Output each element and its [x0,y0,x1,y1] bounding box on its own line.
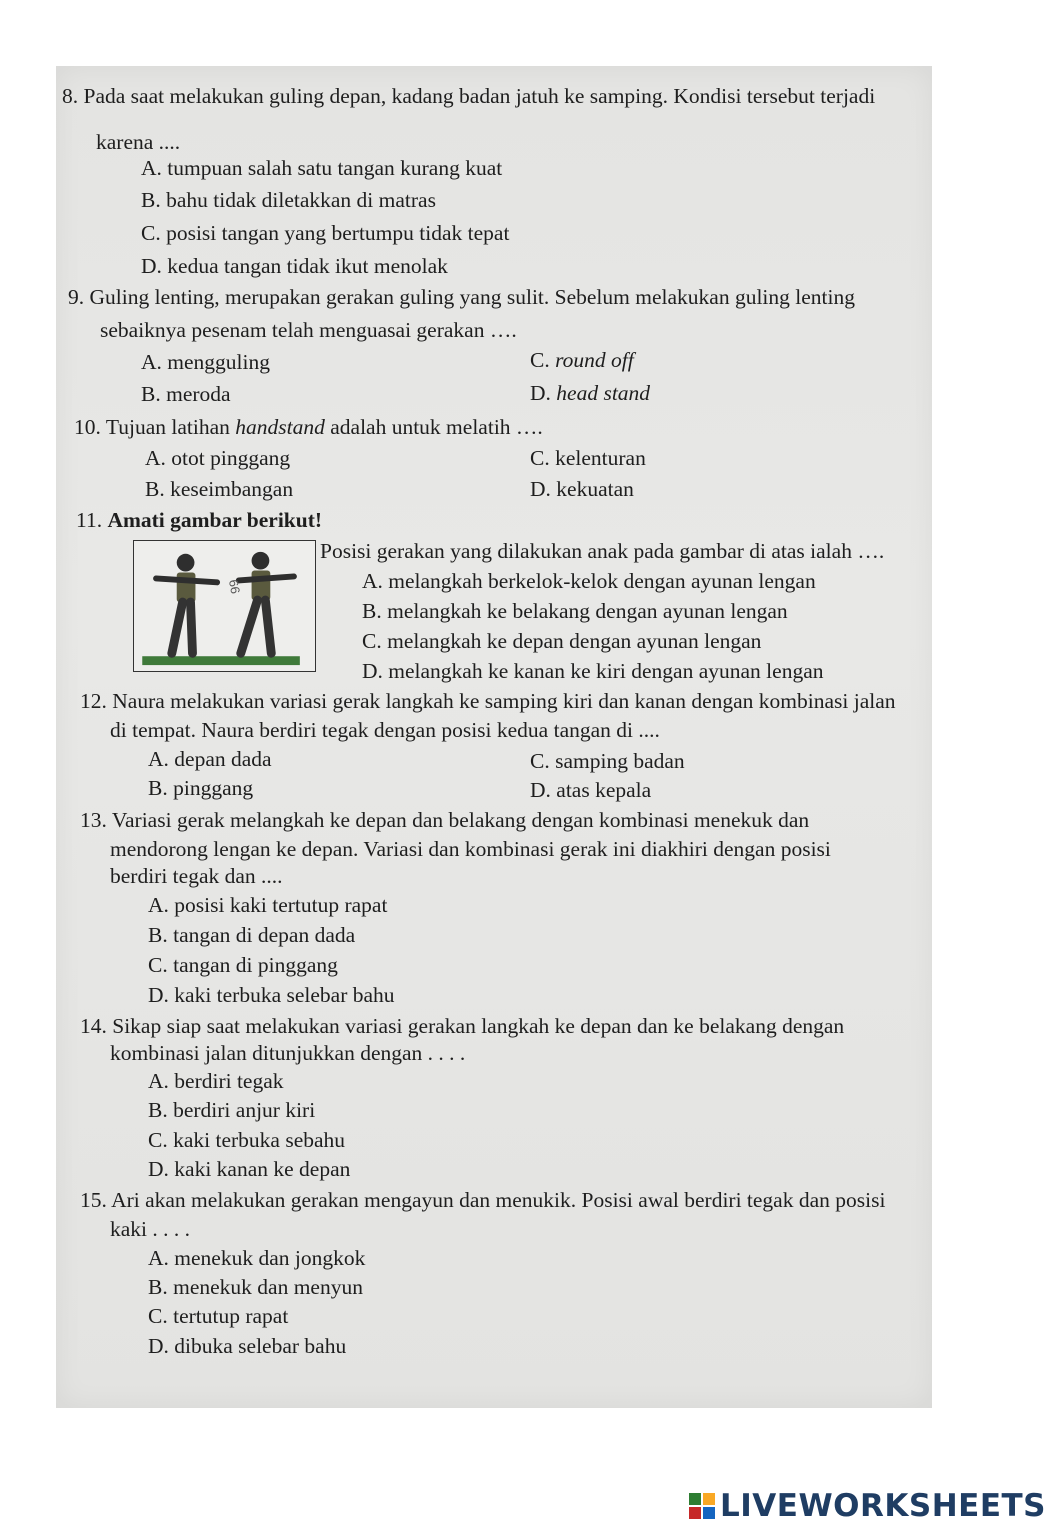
question-8-option-d: D. kedua tangan tidak ikut menolak [141,254,448,278]
question-15-text: 15. Ari akan melakukan gerakan mengayun dan menukik. Posisi awal berdiri tegak dan posisi [80,1188,886,1212]
question-11-option-b: B. melangkah ke belakang dengan ayunan lengan [362,599,788,623]
logo-square-3 [689,1507,701,1519]
question-10-option-d: D. kekuatan [530,477,634,501]
question-13-text-cont: mendorong lengan ke depan. Variasi dan kombinasi gerak ini diakhiri dengan posisi [110,837,831,861]
logo-square-4 [703,1507,715,1519]
question-11-heading: 11. Amati gambar berikut! [76,508,323,532]
question-9-text-cont: sebaiknya pesenam telah menguasai gerakan …. [100,318,517,342]
question-8-option-a: A. tumpuan salah satu tangan kurang kuat [141,156,503,180]
question-12-option-a: A. depan dada [148,747,272,771]
question-15-option-b: B. menekuk dan menyun [148,1275,363,1299]
liveworksheets-wordmark: LIVEWORKSHEETS [720,1488,1046,1524]
question-14-option-a: A. berdiri tegak [148,1069,284,1093]
question-8-option-b: B. bahu tidak diletakkan di matras [141,188,436,212]
liveworksheets-logo-icon [688,1492,716,1520]
question-13-option-c: C. tangan di pinggang [148,953,338,977]
question-9-option-a: A. mengguling [141,350,270,374]
question-8-text-cont: karena .... [96,130,181,154]
liveworksheets-logo[interactable] [688,1488,1046,1524]
question-13-text-cont-2: berdiri tegak dan .... [110,864,283,888]
question-12-option-c: C. samping badan [530,749,685,773]
question-10-option-c: C. kelenturan [530,446,646,470]
question-10-option-b: B. keseimbangan [145,477,294,501]
question-12-text-cont: di tempat. Naura berdiri tegak dengan posisi kedua tangan di .... [110,718,660,742]
question-9-option-c: C. round off [530,348,634,372]
question-13-option-d: D. kaki terbuka selebar bahu [148,983,395,1007]
question-11-option-a: A. melangkah berkelok-kelok dengan ayunan lengan [362,569,816,593]
logo-square-1 [689,1493,701,1505]
question-11-text: Posisi gerakan yang dilakukan anak pada gambar di atas ialah …. [320,539,885,563]
question-11-option-d: D. melangkah ke kanan ke kiri dengan ayunan lengan [362,659,824,683]
question-15-option-a: A. menekuk dan jongkok [148,1246,366,1270]
figure-numerals: 66 [225,578,244,595]
question-9-option-b: B. meroda [141,382,231,406]
question-8-text: 8. Pada saat melakukan guling depan, kadang badan jatuh ke samping. Kondisi tersebut terjadi [62,84,876,108]
question-15-option-c: C. tertutup rapat [148,1304,289,1328]
question-14-text: 14. Sikap siap saat melakukan variasi gerakan langkah ke depan dan ke belakang dengan [80,1014,845,1038]
figure-illustration [134,541,315,671]
question-12-option-d: D. atas kepala [530,778,652,802]
question-11-option-c: C. melangkah ke depan dengan ayunan lengan [362,629,762,653]
question-10-text: 10. Tujuan latihan handstand adalah untuk melatih …. [74,415,543,439]
question-14-text-cont: kombinasi jalan ditunjukkan dengan . . . . [110,1041,466,1065]
question-13-text: 13. Variasi gerak melangkah ke depan dan belakang dengan kombinasi menekuk dan [80,808,810,832]
question-8-option-c: C. posisi tangan yang bertumpu tidak tepat [141,221,510,245]
logo-square-2 [703,1493,715,1505]
question-14-option-c: C. kaki terbuka sebahu [148,1128,346,1152]
question-12-option-b: B. pinggang [148,776,254,800]
question-15-text-cont: kaki . . . . [110,1217,191,1241]
question-13-option-b: B. tangan di depan dada [148,923,356,947]
question-9-text: 9. Guling lenting, merupakan gerakan guling yang sulit. Sebelum melakukan guling lenting [68,285,855,309]
figure-two-kids-walking [133,540,316,672]
question-9-option-d: D. head stand [530,381,651,405]
question-14-option-b: B. berdiri anjur kiri [148,1098,316,1122]
figure-kid-left [156,554,217,653]
question-13-option-a: A. posisi kaki tertutup rapat [148,893,388,917]
question-14-option-d: D. kaki kanan ke depan [148,1157,351,1181]
question-10-option-a: A. otot pinggang [145,446,291,470]
figure-ground [142,656,300,665]
question-15-option-d: D. dibuka selebar bahu [148,1334,347,1358]
question-12-text: 12. Naura melakukan variasi gerak langkah ke samping kiri dan kanan dengan kombinasi jalan [80,689,896,713]
figure-kid-right [239,552,294,653]
